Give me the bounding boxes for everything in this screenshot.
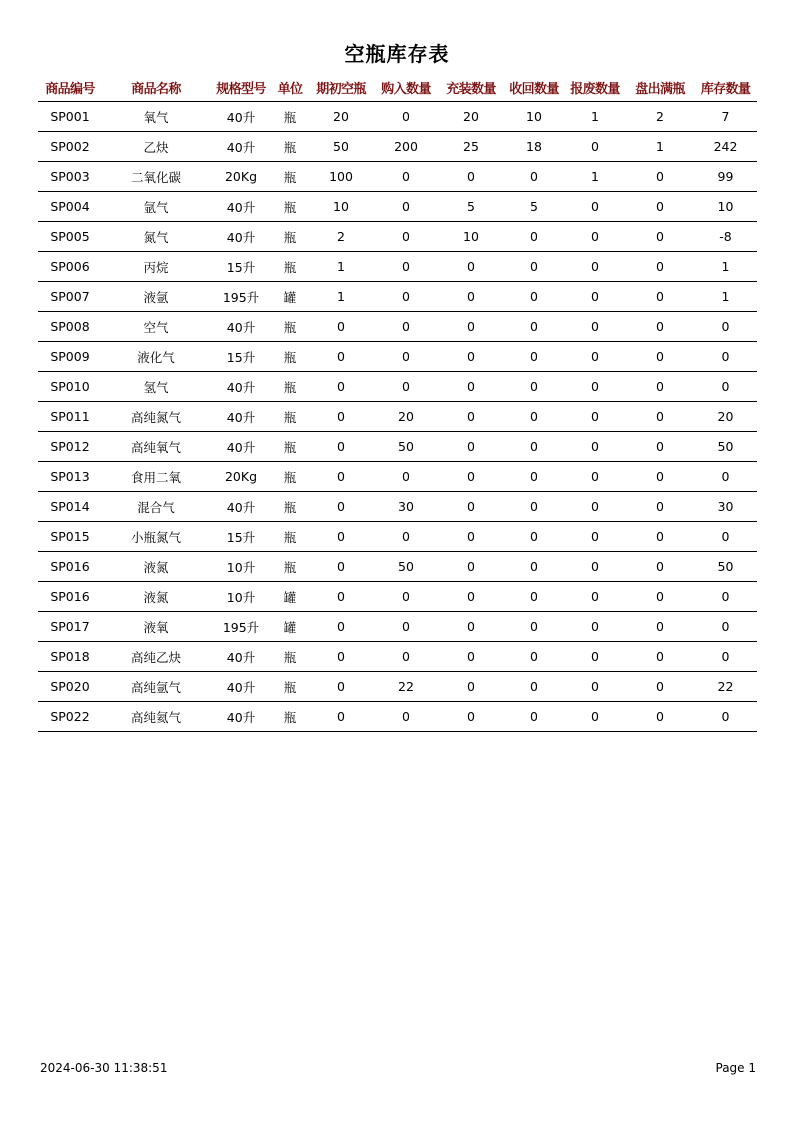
table-cell: 0 — [694, 342, 757, 372]
table-cell: 20 — [438, 102, 504, 132]
table-cell: 0 — [374, 252, 438, 282]
report-title: 空瓶库存表 — [344, 42, 450, 66]
table-row — [38, 492, 757, 522]
table-cell: 0 — [694, 582, 757, 612]
table-cell: 0 — [626, 612, 694, 642]
table-cell: 40升 — [210, 102, 272, 132]
table-cell: 40升 — [210, 672, 272, 702]
table-cell: 0 — [626, 402, 694, 432]
table-body — [38, 102, 757, 732]
table-cell: 0 — [438, 492, 504, 522]
column-header: 单位 — [272, 74, 308, 102]
table-cell: 0 — [564, 702, 626, 732]
table-cell: 0 — [626, 432, 694, 462]
table-cell: SP015 — [38, 522, 102, 552]
table-cell: 0 — [564, 402, 626, 432]
table-cell: 0 — [438, 432, 504, 462]
table-cell: SP002 — [38, 132, 102, 162]
table-cell: 1 — [564, 162, 626, 192]
table-cell: 10 — [438, 222, 504, 252]
table-cell: 200 — [374, 132, 438, 162]
table-cell: 195升 — [210, 282, 272, 312]
table-cell: 10升 — [210, 552, 272, 582]
table-cell: 0 — [374, 612, 438, 642]
table-cell: 瓶 — [272, 102, 308, 132]
table-cell: 0 — [626, 312, 694, 342]
table-cell: 0 — [308, 372, 374, 402]
table-cell: 高纯氦气 — [102, 702, 210, 732]
table-cell: 0 — [504, 582, 564, 612]
table-cell: 2 — [626, 102, 694, 132]
table-cell: 0 — [564, 282, 626, 312]
table-cell: 0 — [374, 312, 438, 342]
table-cell: 40升 — [210, 192, 272, 222]
table-cell: 氢气 — [102, 372, 210, 402]
table-cell: 50 — [308, 132, 374, 162]
table-cell: 0 — [374, 702, 438, 732]
table-cell: 氩气 — [102, 192, 210, 222]
table-row — [38, 222, 757, 252]
table-row — [38, 282, 757, 312]
table-cell: 0 — [504, 612, 564, 642]
table-cell: 罐 — [272, 612, 308, 642]
table-row — [38, 312, 757, 342]
column-header: 收回数量 — [504, 74, 564, 102]
table-cell: 0 — [374, 372, 438, 402]
table-cell: 0 — [308, 312, 374, 342]
print-timestamp: 2024-06-30 11:38:51 — [40, 1061, 168, 1075]
page-number: Page 1 — [715, 1061, 756, 1075]
table-cell: 液氧 — [102, 612, 210, 642]
table-cell: 15升 — [210, 522, 272, 552]
table-cell: 40升 — [210, 132, 272, 162]
table-cell: 40升 — [210, 432, 272, 462]
table-row — [38, 402, 757, 432]
table-cell: 0 — [626, 642, 694, 672]
table-cell: 瓶 — [272, 372, 308, 402]
table-cell: 0 — [504, 702, 564, 732]
table-cell: 0 — [694, 522, 757, 552]
table-cell: 0 — [564, 462, 626, 492]
table-cell: SP022 — [38, 702, 102, 732]
table-cell: 10升 — [210, 582, 272, 612]
table-cell: 1 — [308, 252, 374, 282]
table-cell: 0 — [564, 582, 626, 612]
table-cell: 0 — [626, 372, 694, 402]
table-cell: 0 — [626, 582, 694, 612]
inventory-table — [38, 74, 757, 732]
table-cell: 0 — [438, 282, 504, 312]
table-cell: 40升 — [210, 642, 272, 672]
table-cell: 195升 — [210, 612, 272, 642]
table-cell: 40升 — [210, 372, 272, 402]
table-cell: 0 — [694, 312, 757, 342]
table-cell: 10 — [504, 102, 564, 132]
column-header: 充装数量 — [438, 74, 504, 102]
column-header: 规格型号 — [210, 74, 272, 102]
table-cell: 0 — [374, 102, 438, 132]
table-cell: 瓶 — [272, 642, 308, 672]
table-cell: 瓶 — [272, 672, 308, 702]
table-row — [38, 162, 757, 192]
table-cell: 7 — [694, 102, 757, 132]
table-cell: 0 — [374, 522, 438, 552]
table-cell: 瓶 — [272, 222, 308, 252]
table-row — [38, 702, 757, 732]
table-cell: 0 — [564, 192, 626, 222]
table-cell: 0 — [694, 642, 757, 672]
table-cell: 0 — [626, 552, 694, 582]
table-row — [38, 132, 757, 162]
table-cell: -8 — [694, 222, 757, 252]
table-cell: 氧气 — [102, 102, 210, 132]
table-cell: 0 — [626, 672, 694, 702]
table-cell: 100 — [308, 162, 374, 192]
table-cell: 罐 — [272, 282, 308, 312]
table-cell: 瓶 — [272, 702, 308, 732]
table-cell: 0 — [564, 222, 626, 252]
table-cell: 20Kg — [210, 462, 272, 492]
column-header: 库存数量 — [694, 74, 757, 102]
table-cell: 0 — [564, 552, 626, 582]
table-cell: 20 — [374, 402, 438, 432]
table-cell: 0 — [626, 192, 694, 222]
table-cell: 50 — [374, 432, 438, 462]
table-cell: 50 — [374, 552, 438, 582]
table-cell: 0 — [438, 402, 504, 432]
table-row — [38, 612, 757, 642]
table-cell: 0 — [694, 702, 757, 732]
table-row — [38, 252, 757, 282]
table-cell: 0 — [626, 342, 694, 372]
table-cell: 20 — [694, 402, 757, 432]
table-cell: 0 — [308, 672, 374, 702]
table-cell: 0 — [374, 192, 438, 222]
table-cell: 0 — [564, 312, 626, 342]
table-cell: SP012 — [38, 432, 102, 462]
table-cell: 0 — [504, 492, 564, 522]
table-cell: 0 — [308, 492, 374, 522]
table-cell: 氮气 — [102, 222, 210, 252]
table-row — [38, 462, 757, 492]
table-cell: 0 — [438, 462, 504, 492]
table-cell: 0 — [438, 672, 504, 702]
table-cell: 0 — [564, 372, 626, 402]
table-cell: 40升 — [210, 702, 272, 732]
table-cell: 瓶 — [272, 342, 308, 372]
table-cell: 20 — [308, 102, 374, 132]
table-cell: SP013 — [38, 462, 102, 492]
table-cell: 30 — [694, 492, 757, 522]
table-cell: 0 — [438, 522, 504, 552]
table-cell: 10 — [694, 192, 757, 222]
table-cell: 0 — [308, 552, 374, 582]
table-cell: 40升 — [210, 312, 272, 342]
table-row — [38, 372, 757, 402]
table-cell: 20Kg — [210, 162, 272, 192]
table-cell: 0 — [308, 642, 374, 672]
table-cell: 高纯氩气 — [102, 672, 210, 702]
table-cell: 瓶 — [272, 462, 308, 492]
table-cell: 高纯乙炔 — [102, 642, 210, 672]
table-cell: SP007 — [38, 282, 102, 312]
table-cell: SP004 — [38, 192, 102, 222]
table-cell: 15升 — [210, 342, 272, 372]
table-cell: SP010 — [38, 372, 102, 402]
table-cell: 1 — [564, 102, 626, 132]
table-cell: 0 — [564, 522, 626, 552]
column-header: 报废数量 — [564, 74, 626, 102]
table-cell: 0 — [438, 372, 504, 402]
table-row — [38, 642, 757, 672]
table-row — [38, 672, 757, 702]
table-cell: 0 — [374, 342, 438, 372]
table-cell: 0 — [438, 342, 504, 372]
column-header: 商品名称 — [102, 74, 210, 102]
table-cell: 0 — [626, 252, 694, 282]
table-cell: 高纯氧气 — [102, 432, 210, 462]
table-cell: 液氮 — [102, 552, 210, 582]
table-cell: 0 — [626, 492, 694, 522]
table-row — [38, 192, 757, 222]
table-cell: 液化气 — [102, 342, 210, 372]
table-cell: 空气 — [102, 312, 210, 342]
table-cell: 0 — [626, 222, 694, 252]
table-cell: 0 — [626, 702, 694, 732]
table-cell: 瓶 — [272, 252, 308, 282]
table-cell: 0 — [374, 222, 438, 252]
table-cell: 10 — [308, 192, 374, 222]
table-cell: 25 — [438, 132, 504, 162]
table-cell: 0 — [308, 342, 374, 372]
table-cell: 0 — [504, 522, 564, 552]
table-cell: 瓶 — [272, 312, 308, 342]
table-cell: 0 — [308, 582, 374, 612]
table-cell: 0 — [504, 432, 564, 462]
table-cell: 0 — [504, 462, 564, 492]
table-cell: 15升 — [210, 252, 272, 282]
table-cell: 0 — [374, 282, 438, 312]
table-cell: 瓶 — [272, 522, 308, 552]
table-cell: 罐 — [272, 582, 308, 612]
table-cell: 0 — [564, 642, 626, 672]
table-cell: 1 — [626, 132, 694, 162]
table-cell: 0 — [504, 252, 564, 282]
table-cell: 22 — [374, 672, 438, 702]
table-cell: 二氧化碳 — [102, 162, 210, 192]
table-cell: SP006 — [38, 252, 102, 282]
table-cell: 0 — [626, 162, 694, 192]
table-cell: 乙炔 — [102, 132, 210, 162]
table-cell: 0 — [308, 432, 374, 462]
table-cell: 99 — [694, 162, 757, 192]
table-cell: 0 — [626, 282, 694, 312]
table-cell: 0 — [438, 582, 504, 612]
table-cell: 0 — [438, 702, 504, 732]
table-cell: 0 — [308, 702, 374, 732]
table-cell: 瓶 — [272, 132, 308, 162]
table-cell: 高纯氮气 — [102, 402, 210, 432]
table-cell: 0 — [694, 372, 757, 402]
table-cell: 0 — [504, 342, 564, 372]
table-cell: 瓶 — [272, 432, 308, 462]
table-cell: 丙烷 — [102, 252, 210, 282]
table-cell: 0 — [504, 642, 564, 672]
table-row — [38, 342, 757, 372]
table-cell: 18 — [504, 132, 564, 162]
table-cell: 0 — [504, 402, 564, 432]
table-cell: 0 — [438, 162, 504, 192]
table-cell: 食用二氧 — [102, 462, 210, 492]
table-cell: 2 — [308, 222, 374, 252]
table-cell: 1 — [308, 282, 374, 312]
table-cell: 瓶 — [272, 402, 308, 432]
table-cell: 瓶 — [272, 162, 308, 192]
table-cell: 瓶 — [272, 192, 308, 222]
table-cell: 0 — [564, 492, 626, 522]
table-row — [38, 102, 757, 132]
table-cell: 0 — [374, 582, 438, 612]
table-cell: SP008 — [38, 312, 102, 342]
column-header: 购入数量 — [374, 74, 438, 102]
table-cell: 0 — [438, 252, 504, 282]
table-cell: 50 — [694, 432, 757, 462]
table-cell: 1 — [694, 252, 757, 282]
table-row — [38, 552, 757, 582]
table-cell: 0 — [504, 282, 564, 312]
table-cell: 0 — [694, 612, 757, 642]
table-cell: 5 — [438, 192, 504, 222]
table-cell: SP017 — [38, 612, 102, 642]
table-cell: 0 — [564, 432, 626, 462]
table-cell: 0 — [504, 372, 564, 402]
table-cell: 0 — [374, 642, 438, 672]
table-cell: 0 — [564, 252, 626, 282]
table-cell: 30 — [374, 492, 438, 522]
table-cell: 小瓶氮气 — [102, 522, 210, 552]
table-cell: 22 — [694, 672, 757, 702]
table-row — [38, 522, 757, 552]
column-header: 盘出满瓶 — [626, 74, 694, 102]
table-cell: SP009 — [38, 342, 102, 372]
table-cell: SP001 — [38, 102, 102, 132]
table-cell: 0 — [504, 312, 564, 342]
table-cell: 0 — [438, 312, 504, 342]
table-cell: 0 — [504, 672, 564, 702]
table-cell: 1 — [694, 282, 757, 312]
table-cell: 0 — [504, 552, 564, 582]
table-cell: 0 — [564, 132, 626, 162]
table-cell: 5 — [504, 192, 564, 222]
table-cell: 0 — [308, 462, 374, 492]
table-cell: 0 — [694, 462, 757, 492]
table-row — [38, 432, 757, 462]
table-cell: 瓶 — [272, 552, 308, 582]
table-cell: 0 — [504, 222, 564, 252]
table-cell: SP005 — [38, 222, 102, 252]
table-cell: 瓶 — [272, 492, 308, 522]
table-cell: 0 — [374, 462, 438, 492]
column-header: 商品编号 — [38, 74, 102, 102]
table-cell: 0 — [438, 612, 504, 642]
table-cell: 50 — [694, 552, 757, 582]
table-cell: 0 — [438, 552, 504, 582]
table-cell: 0 — [438, 642, 504, 672]
table-cell: 40升 — [210, 222, 272, 252]
table-cell: 40升 — [210, 402, 272, 432]
table-cell: 0 — [564, 672, 626, 702]
table-header-row — [38, 74, 757, 102]
table-cell: 0 — [308, 522, 374, 552]
table-cell: 242 — [694, 132, 757, 162]
table-cell: 混合气 — [102, 492, 210, 522]
table-cell: 40升 — [210, 492, 272, 522]
table-cell: 液氩 — [102, 282, 210, 312]
column-header: 期初空瓶 — [308, 74, 374, 102]
table-cell: 0 — [374, 162, 438, 192]
table-cell: SP003 — [38, 162, 102, 192]
table-cell: 0 — [308, 612, 374, 642]
table-cell: 0 — [626, 462, 694, 492]
table-cell: SP014 — [38, 492, 102, 522]
table-cell: SP020 — [38, 672, 102, 702]
table-cell: 0 — [626, 522, 694, 552]
table-row — [38, 582, 757, 612]
table-cell: 0 — [564, 612, 626, 642]
table-cell: SP011 — [38, 402, 102, 432]
table-cell: SP016 — [38, 582, 102, 612]
table-cell: 0 — [308, 402, 374, 432]
table-cell: 0 — [564, 342, 626, 372]
table-cell: SP018 — [38, 642, 102, 672]
table-cell: 液氮 — [102, 582, 210, 612]
table-cell: SP016 — [38, 552, 102, 582]
table-cell: 0 — [504, 162, 564, 192]
